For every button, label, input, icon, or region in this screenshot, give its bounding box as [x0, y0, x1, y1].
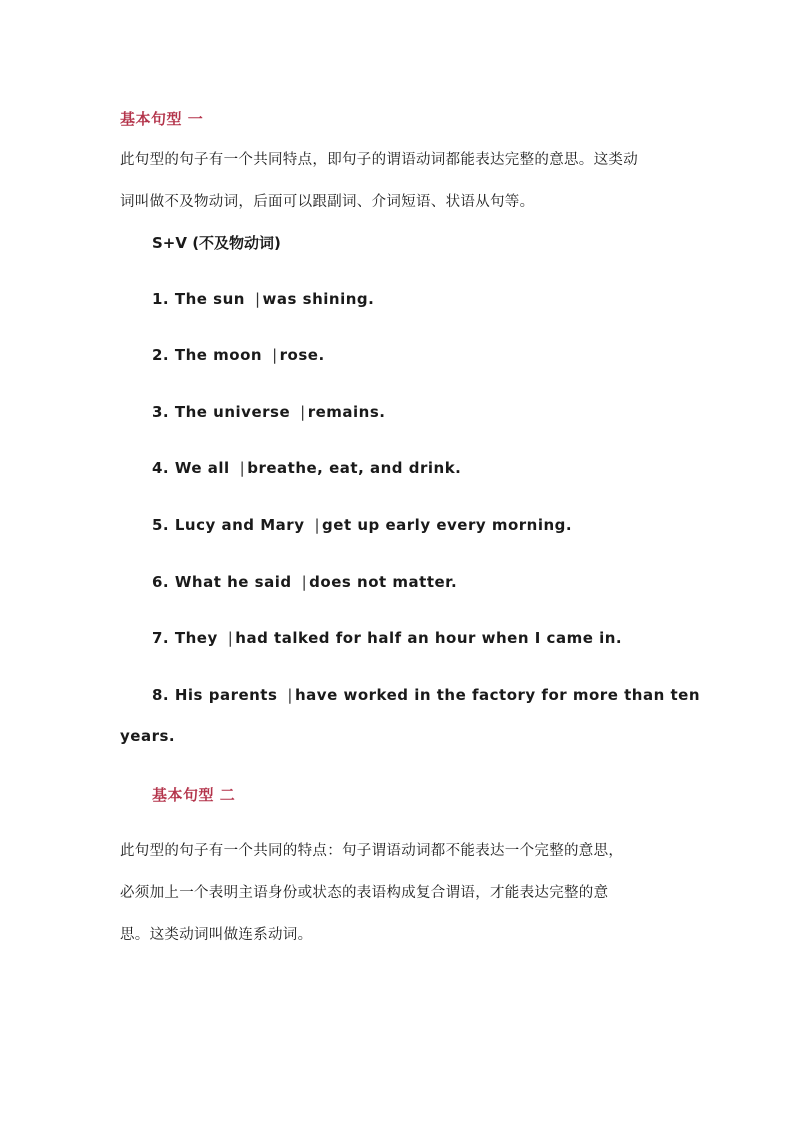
example-predicate: breathe, eat, and drink. — [247, 459, 462, 477]
example-predicate: remains. — [307, 403, 386, 421]
separator: | — [272, 346, 278, 364]
sentence-pattern-label: S+V (不及物动词) — [152, 234, 281, 252]
example-subject: 6. What he said — [152, 573, 292, 591]
example-sentence — [152, 573, 457, 591]
example-sentence — [152, 686, 700, 704]
section2-intro-line: 思。这类动词叫做连系动词。 — [120, 927, 313, 943]
section1-intro-line: 词叫做不及物动词，后面可以跟副词、介词短语、状语从句等。 — [120, 194, 535, 210]
separator: | — [287, 686, 293, 704]
example-sentence — [152, 403, 385, 421]
section2-intro — [120, 830, 680, 956]
example-predicate: get up early every morning. — [322, 516, 573, 534]
example-subject: 4. We all — [152, 459, 230, 477]
example-subject: 2. The moon — [152, 346, 263, 364]
separator: | — [254, 290, 261, 308]
section1-intro — [120, 139, 680, 223]
separator: | — [239, 459, 246, 477]
example-subject: 1. The sun — [152, 290, 245, 308]
example-subject: 5. Lucy and Mary — [152, 516, 305, 534]
section2-heading: 基本句型 二 — [152, 786, 236, 804]
example-predicate: rose. — [279, 346, 325, 364]
example-subject: 3. The universe — [152, 403, 291, 421]
example-predicate: had talked for half an hour when I came in. — [235, 629, 623, 647]
separator: | — [300, 403, 306, 421]
example-subject: 7. They — [152, 629, 218, 647]
section1-intro-line: 此句型的句子有一个共同特点，即句子的谓语动词都能表达完整的意思。这类动 — [120, 152, 638, 168]
example-subject: 8. His parents — [152, 686, 278, 704]
section1-heading: 基本句型 一 — [120, 110, 204, 128]
example-continuation: years. — [120, 727, 176, 745]
example-sentence — [152, 459, 461, 477]
section2-intro-line: 此句型的句子有一个共同的特点：句子谓语动词都不能表达一个完整的意思， — [120, 843, 624, 859]
separator: | — [301, 573, 308, 591]
example-predicate: have worked in the factory for more than ten — [294, 686, 700, 704]
section2-intro-line: 必须加上一个表明主语身份或状态的表语构成复合谓语，才能表达完整的意 — [120, 885, 609, 901]
separator: | — [314, 516, 321, 534]
example-predicate: does not matter. — [309, 573, 458, 591]
separator: | — [227, 629, 234, 647]
example-sentence — [152, 629, 622, 647]
example-sentence — [152, 346, 325, 364]
example-sentence — [152, 516, 572, 534]
example-predicate: was shining. — [262, 290, 375, 308]
example-sentence — [152, 290, 374, 308]
